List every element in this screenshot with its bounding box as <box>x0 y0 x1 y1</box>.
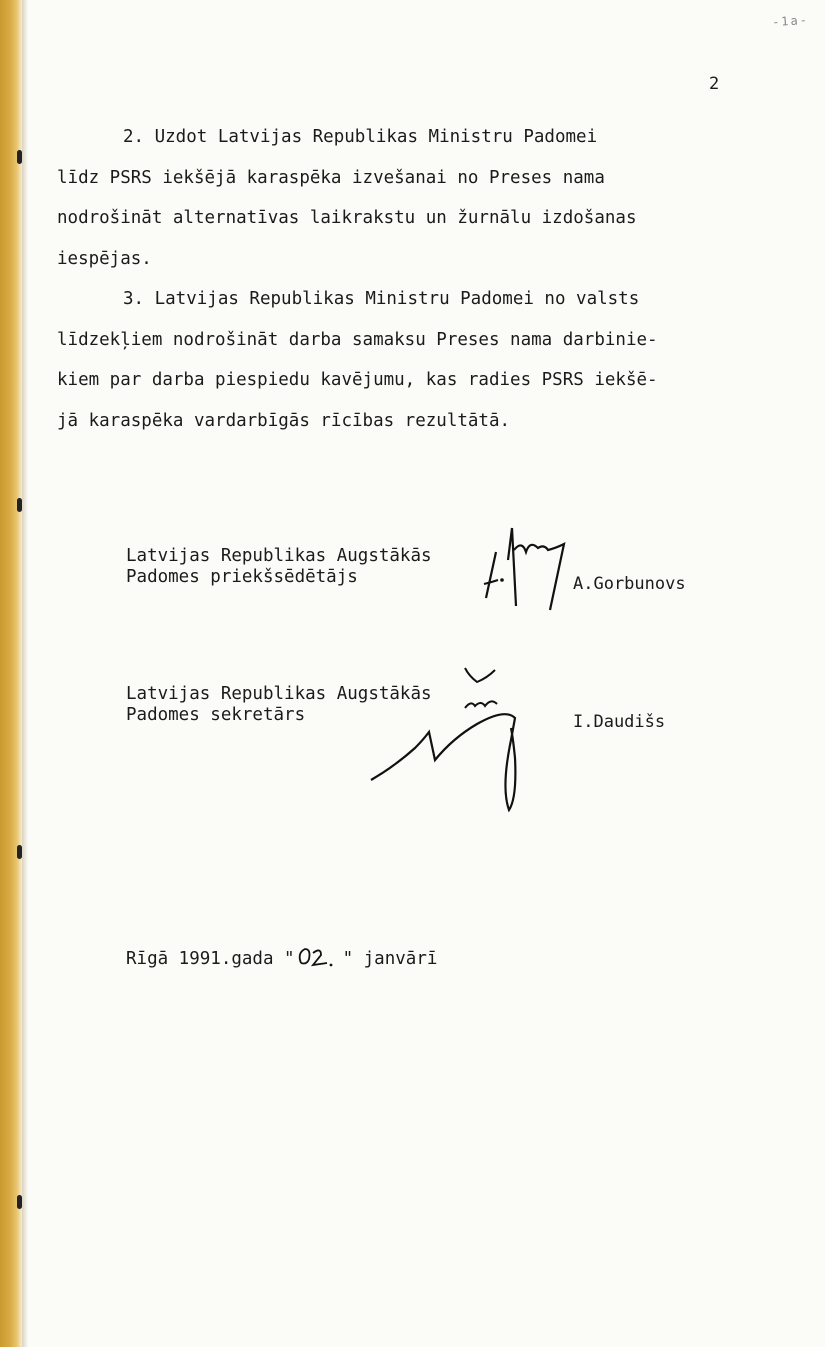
signature-daudiss <box>365 648 550 818</box>
signatory-name-gorbunovs: A.Gorbunovs <box>573 574 686 594</box>
date-line <box>126 945 437 969</box>
text-line: iespējas. <box>57 248 152 269</box>
text-line: 3. Latvijas Republikas Ministru Padomei no valsts <box>123 289 640 309</box>
binding-shadow <box>22 0 28 1347</box>
title-line: Padomes sekretārs <box>126 705 306 725</box>
date-prefix: Rīgā 1991.gada " <box>126 949 295 969</box>
item-2 <box>57 117 757 279</box>
binding-hole <box>17 150 22 164</box>
corner-mark: -1a- <box>771 12 810 30</box>
title-line: Padomes priekšsēdētājs <box>126 567 358 587</box>
text-line: kiem par darba piespiedu kavējumu, kas radies PSRS iekšē- <box>57 370 658 390</box>
binding-hole <box>17 1195 22 1209</box>
binding-hole <box>17 498 22 512</box>
text-line: līdz PSRS iekšējā karaspēka izvešanai no Preses nama <box>57 167 605 188</box>
page-number: 2 <box>709 74 720 94</box>
text-line: jā karaspēka vardarbīgās rīcības rezultātā. <box>57 410 511 431</box>
signature-gorbunovs <box>478 510 578 615</box>
text-line: nodrošināt alternatīvas laikrakstu un žurnālu izdošanas <box>57 208 637 228</box>
binding-hole <box>17 845 22 859</box>
document-body <box>57 117 757 441</box>
binding-edge <box>0 0 22 1347</box>
signatory-title-chairman <box>126 546 432 588</box>
handwritten-day <box>295 945 343 969</box>
signatory-name-daudiss: I.Daudišs <box>573 712 666 732</box>
text-line: 2. Uzdot Latvijas Republikas Ministru Padomei <box>123 127 598 147</box>
text-line: līdzekļiem nodrošināt darba samaksu Preses nama darbinie- <box>57 329 658 350</box>
date-suffix: " janvārī <box>342 949 438 969</box>
title-line: Latvijas Republikas Augstākās <box>126 546 432 566</box>
item-3 <box>57 279 757 441</box>
title-line: Latvijas Republikas Augstākās <box>126 684 432 704</box>
